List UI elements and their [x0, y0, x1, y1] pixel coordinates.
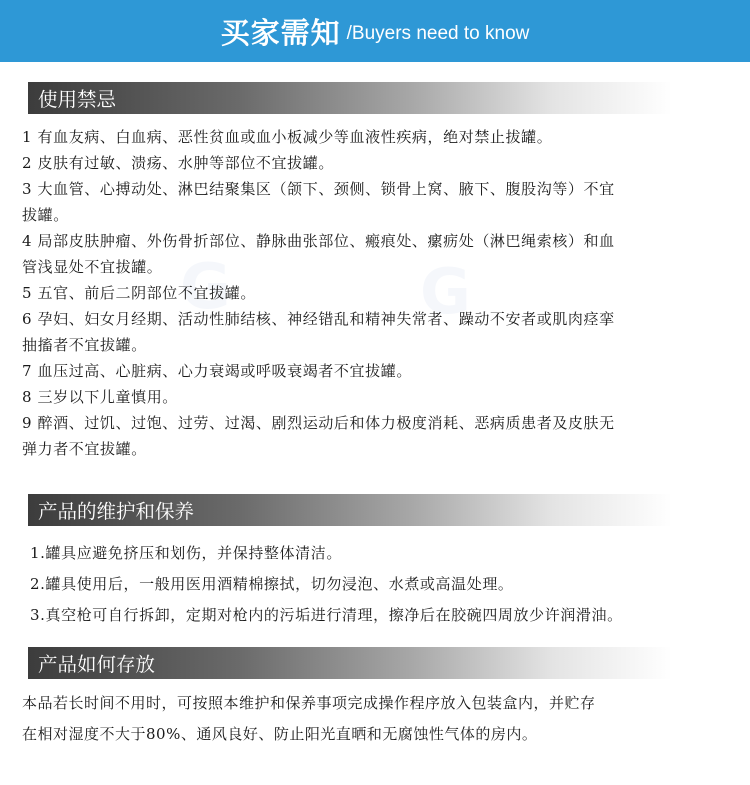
list-item: 4 局部皮肤肿瘤、外伤骨折部位、静脉曲张部位、瘢痕处、瘰疬处（淋巴绳索核）和血	[22, 232, 615, 250]
list-item: 5 五官、前后二阴部位不宜拔罐。	[22, 284, 256, 302]
section-title: 使用禁忌	[38, 88, 117, 111]
page-subtitle: /Buyers need to know	[346, 23, 530, 44]
storage-paragraph	[22, 688, 736, 750]
list-item: 管浅显处不宜拔罐。	[22, 258, 163, 276]
section-title: 产品如何存放	[38, 653, 156, 676]
list-item: 弹力者不宜拔罐。	[22, 440, 147, 458]
list-item: 2.罐具使用后，一般用医用酒精棉擦拭，切勿浸泡、水煮或高温处理。	[30, 575, 514, 593]
list-item: 6 孕妇、妇女月经期、活动性肺结核、神经错乱和精神失常者、躁动不安者或肌肉痉挛	[22, 310, 615, 328]
page-title: 买家需知	[220, 15, 341, 50]
list-item: 1 有血友病、白血病、恶性贫血或血小板减少等血液性疾病，绝对禁止拔罐。	[22, 128, 553, 146]
list-item: 1.罐具应避免挤压和划伤，并保持整体清洁。	[30, 544, 342, 562]
usage-taboos-list	[22, 124, 736, 462]
paragraph-line: 本品若长时间不用时，可按照本维护和保养事项完成操作程序放入包装盒内，并贮存	[22, 694, 596, 712]
section-title: 产品的维护和保养	[38, 500, 195, 523]
section-header-usage-taboos	[28, 82, 728, 114]
watermark-logo: G	[180, 250, 231, 323]
list-item: 拔罐。	[22, 206, 69, 224]
list-item: 9 醉酒、过饥、过饱、过劳、过渴、剧烈运动后和体力极度消耗、恶病质患者及皮肤无	[22, 414, 615, 432]
header-banner	[0, 0, 750, 62]
maintenance-list	[30, 538, 740, 631]
list-item: 抽搐者不宜拔罐。	[22, 336, 147, 354]
section-header-storage	[28, 647, 728, 679]
list-item: 3.真空枪可自行拆卸，定期对枪内的污垢进行清理，擦净后在胶碗四周放少许润滑油。	[30, 606, 623, 624]
list-item: 3 大血管、心搏动处、淋巴结聚集区（颌下、颈侧、锁骨上窝、腋下、腹股沟等）不宜	[22, 180, 615, 198]
watermark-logo: G	[420, 255, 471, 328]
list-item: 8 三岁以下儿童慎用。	[22, 388, 178, 406]
list-item: 2 皮肤有过敏、溃疡、水肿等部位不宜拔罐。	[22, 154, 334, 172]
list-item: 7 血压过高、心脏病、心力衰竭或呼吸衰竭者不宜拔罐。	[22, 362, 412, 380]
paragraph-line: 在相对湿度不大于80%、通风良好、防止阳光直晒和无腐蚀性气体的房内。	[22, 725, 538, 743]
section-header-maintenance	[28, 494, 728, 526]
